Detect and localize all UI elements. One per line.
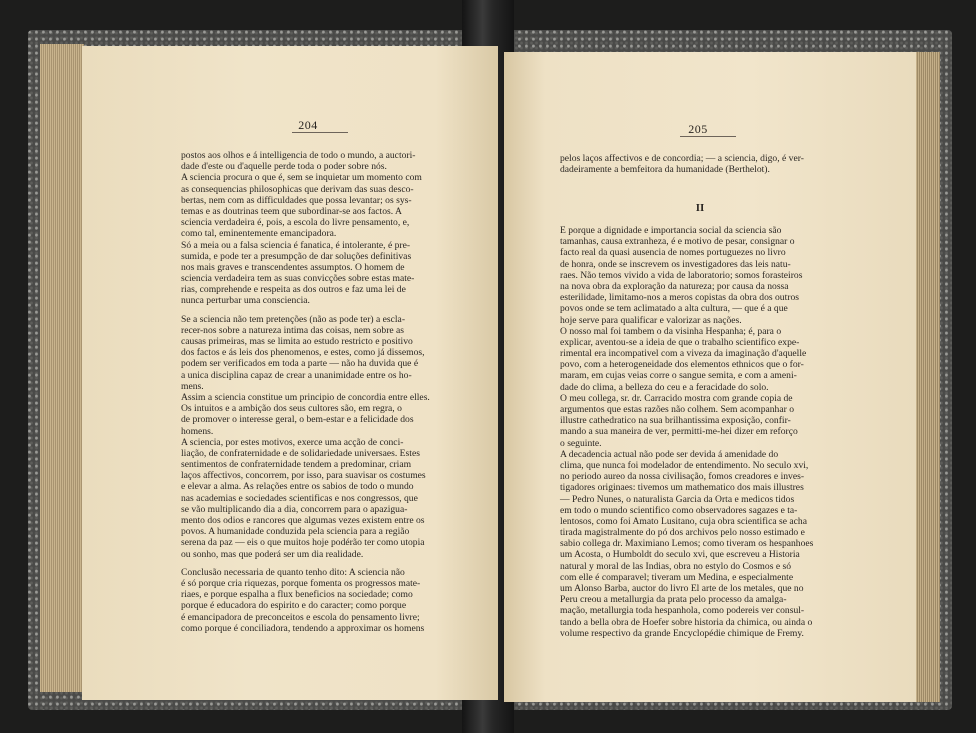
text-line: bertas, nem com as difficuldades que possa levantar; os sys- bbox=[181, 194, 412, 206]
text-line: temas e as doutrinas teem que subordinar-se aos factos. A bbox=[181, 205, 402, 217]
text-line: O nosso mal foi tambem o da visinha Hespanha; é, para o bbox=[560, 325, 782, 337]
text-line: de promover o interesse geral, o bem-estar e a felicidade dos bbox=[181, 414, 414, 426]
text-line: Peru creou a metallurgia da prata pelo processo da amalga- bbox=[560, 594, 787, 606]
text-line: mação, metallurgia toda hespanhola, como podereis ver consul- bbox=[560, 605, 805, 617]
text-line: um Acosta, o Humboldt do seculo xvi, que escreveu a Historia bbox=[560, 549, 800, 561]
text-line: dade d'este ou d'aquelle perde toda o poder sobre nós. bbox=[181, 161, 387, 173]
left-page-body bbox=[181, 150, 461, 634]
text-line: sciencia verdadeira é, pois, a escola do livre pensamento, e, bbox=[181, 217, 410, 229]
text-line: tigadores originaes: tivemos um mathematico dos mais illustres bbox=[560, 482, 804, 494]
text-line: rimental era incompativel com a viveza da imaginação d'aquelle bbox=[560, 348, 807, 360]
text-line: é só porque cria riquezas, porque fomenta os progressos mate- bbox=[181, 577, 421, 589]
page-number: 204 bbox=[298, 118, 318, 132]
text-line: Conclusão necessaria de quanto tenho dito: A sciencia não bbox=[181, 566, 405, 578]
text-line: de honra, onde se inscrevem os investigadores das leis natu- bbox=[560, 258, 791, 270]
text-line: povos onde se tem aclimatado a alta cultura, — que é a que bbox=[560, 303, 788, 315]
text-line: sentimentos de confraternidade tendem a predominar, criam bbox=[181, 459, 412, 471]
text-line: podem ser verificados em toda a parte — não ha duvida que é bbox=[181, 358, 419, 370]
page-number-rule bbox=[680, 136, 736, 137]
text-line: na nova obra da exploração da natureza; por causa da nossa bbox=[560, 280, 789, 292]
text-line: um Alonso Barba, auctor do livro El arte de los metales, que no bbox=[560, 583, 804, 594]
text-line: argumentos que estas razões não colhem. Sem acompanhar o bbox=[560, 404, 794, 415]
text-line: Se a sciencia não tem pretenções (não as pode ter) a escla- bbox=[181, 313, 406, 325]
text-line: povo, com a heterogeneidade dos elementos ethnicos que o for- bbox=[560, 359, 804, 371]
text-line: A sciencia procura o que é, sem se inquietar um momento com bbox=[181, 172, 422, 184]
text-line: nas academias e sociedades scientificas e nos congressos, que bbox=[181, 492, 418, 504]
text-line: mento dos odios e rancores que algumas vezes existem entre os bbox=[181, 515, 425, 526]
text-line: volume respectivo da grande Encyclopédie chimique de Fremy. bbox=[560, 627, 804, 639]
text-line: explicar, aventou-se a ideia de que o trabalho scientifico expe- bbox=[560, 336, 800, 348]
right-page-intro bbox=[560, 153, 860, 175]
text-line: lentosos, como foi Amato Lusitano, cuja obra scientifica se acha bbox=[560, 515, 807, 527]
right-page bbox=[504, 52, 916, 702]
text-line: nunca perturbar uma consciencia. bbox=[181, 295, 310, 307]
text-line: nos mais graves e transcendentes assumptos. O homem de bbox=[181, 261, 405, 273]
text-line: dos factos e ás leis dos phenomenos, e estes, como já dissemos, bbox=[181, 347, 425, 359]
text-line: — Pedro Nunes, o naturalista Garcia da Orta e medicos tidos bbox=[560, 493, 795, 505]
text-line: E porque a dignidade e importancia social da sciencia são bbox=[560, 225, 782, 236]
text-line: povos. A humanidade conduzida pela sciencia para a região bbox=[181, 526, 410, 538]
paragraph-gap bbox=[181, 307, 461, 314]
left-page bbox=[82, 46, 498, 700]
text-line: como porque é conciliadora, tendendo a approximar os homens bbox=[181, 622, 425, 634]
text-line: em todo o mundo scientifico como observadores sagazes e ta- bbox=[560, 504, 798, 516]
text-line: facto real da quasi ausencia de nomes portuguezes no livro bbox=[560, 247, 786, 259]
text-line: o seguinte. bbox=[560, 437, 602, 449]
text-line: com elle é comparavel; tiveram um Medina, e especialmente bbox=[560, 571, 794, 583]
text-line: é emancipadora de preconceitos e escola do pensamento livre; bbox=[181, 611, 420, 623]
page-number: 205 bbox=[688, 122, 708, 136]
text-line: a unica disciplina capaz de crear a unanimidade entre os ho- bbox=[181, 369, 412, 381]
text-line: como tal, eminentemente emancipadora. bbox=[181, 228, 337, 240]
right-page-body bbox=[560, 225, 860, 639]
text-line: ou sonho, mas que poderá ser um dia realidade. bbox=[181, 548, 364, 560]
section-heading: II bbox=[695, 202, 705, 214]
text-line: as consequencias philosophicas que derivam das suas desco- bbox=[181, 183, 414, 195]
text-line: raes. Não temos vivido a vida de laboratorio; somos forasteiros bbox=[560, 269, 803, 281]
text-line: laços affectivos, concorrem, por isso, para suavisar os costumes bbox=[181, 470, 426, 482]
text-line: tirada magistralmente do pó dos archivos pelo nosso estimado e bbox=[560, 527, 805, 539]
text-line: maram, em cujas veias corre o sangue semita, e com a ameni- bbox=[560, 370, 797, 382]
text-line: natural y moral de las Indias, obra no estylo do Cosmos e só bbox=[560, 560, 792, 572]
text-line: mens. bbox=[181, 380, 204, 392]
text-line: sabio collega dr. Maximiano Lemos; como tiveram os hespanhoes bbox=[560, 538, 814, 550]
text-line: dade do clima, a belleza do ceu e a feracidade do solo. bbox=[560, 381, 769, 393]
text-line: hoje serve para qualificar e valorizar as nações. bbox=[560, 314, 742, 326]
text-line: se vão multiplicando dia a dia, concorrem para o apaziguа- bbox=[181, 503, 408, 515]
text-line: tando a bella obra de Hoefer sobre historia da chimica, ou ainda o bbox=[560, 616, 813, 628]
text-line: e elevar a alma. As relações entre os sabios de todo o mundo bbox=[181, 481, 414, 493]
text-line: sumida, e pode ter a presumpção de dar soluções definitivas bbox=[181, 250, 412, 262]
paragraph-gap bbox=[181, 560, 461, 567]
text-line: Só a meia ou a falsa sciencia é fanatica, é intolerante, é pre- bbox=[181, 239, 411, 251]
text-line: sciencia verdadeira tem as suas convicções sobre estas mate- bbox=[181, 273, 415, 285]
text-line: liação, de confraternidade e de solidariedade universaes. Estes bbox=[181, 447, 420, 459]
text-line: pelos laços affectivos e de concordia; — a sciencia, digo, é ver- bbox=[560, 153, 804, 164]
text-line: rias, comprehende e respeita as dos outros e faz uma lei de bbox=[181, 284, 406, 296]
text-line: O meu collega, sr. dr. Carracido mostra com grande copia de bbox=[560, 392, 793, 404]
text-line: A decadencia actual não pode ser devida á amenidade do bbox=[560, 448, 779, 460]
text-line: riaes, e porque espalha a flux beneficios na sociedade; como bbox=[181, 589, 413, 601]
text-line: serena da paz — eis o que muitos hoje podérão ter como utopia bbox=[181, 537, 425, 549]
text-line: tamanhas, causa extranheza, é e motivo de pesar, consignar o bbox=[560, 236, 795, 248]
text-line: causas primeiras, mas se limita ao estudo restricto e positivo bbox=[181, 336, 413, 347]
text-line: homens. bbox=[181, 425, 214, 437]
page-edges-right bbox=[912, 52, 940, 702]
text-line: Assim a sciencia constitue um principio de concordia entre elles. bbox=[181, 391, 430, 403]
text-line: A sciencia, por estes motivos, exerce uma acção de conci- bbox=[181, 436, 404, 448]
text-line: illustre cathedratico na sua brilhantissima exposição, confir- bbox=[560, 415, 791, 427]
text-line: postos aos olhos e á intelligencia de todo o mundo, a auctori- bbox=[181, 150, 416, 161]
text-line: esterilidade, limitamo-nos a meros copistas da obra dos outros bbox=[560, 292, 799, 304]
page-number-rule bbox=[292, 132, 348, 133]
text-line: dadeiramente a bemfeitora da humanidade (Berthelot). bbox=[560, 164, 770, 176]
text-line: porque é educadora do espirito e do caracter; como porque bbox=[181, 600, 407, 612]
text-line: no periodo aureo da nossa civilisação, fomos creadores e inves- bbox=[560, 471, 805, 483]
text-line: clima, que nunca foi modelador de entendimento. No seculo xvi, bbox=[560, 459, 809, 471]
text-line: mando a sua maneira de ver, permitti-me-hei dizer em reforço bbox=[560, 426, 798, 438]
page-edges-left bbox=[40, 44, 84, 692]
text-line: recer-nos sobre a natureza intima das coisas, nem sobre as bbox=[181, 324, 405, 336]
text-line: Os intuitos e a ambição dos seus cultores são, em regra, o bbox=[181, 403, 402, 415]
